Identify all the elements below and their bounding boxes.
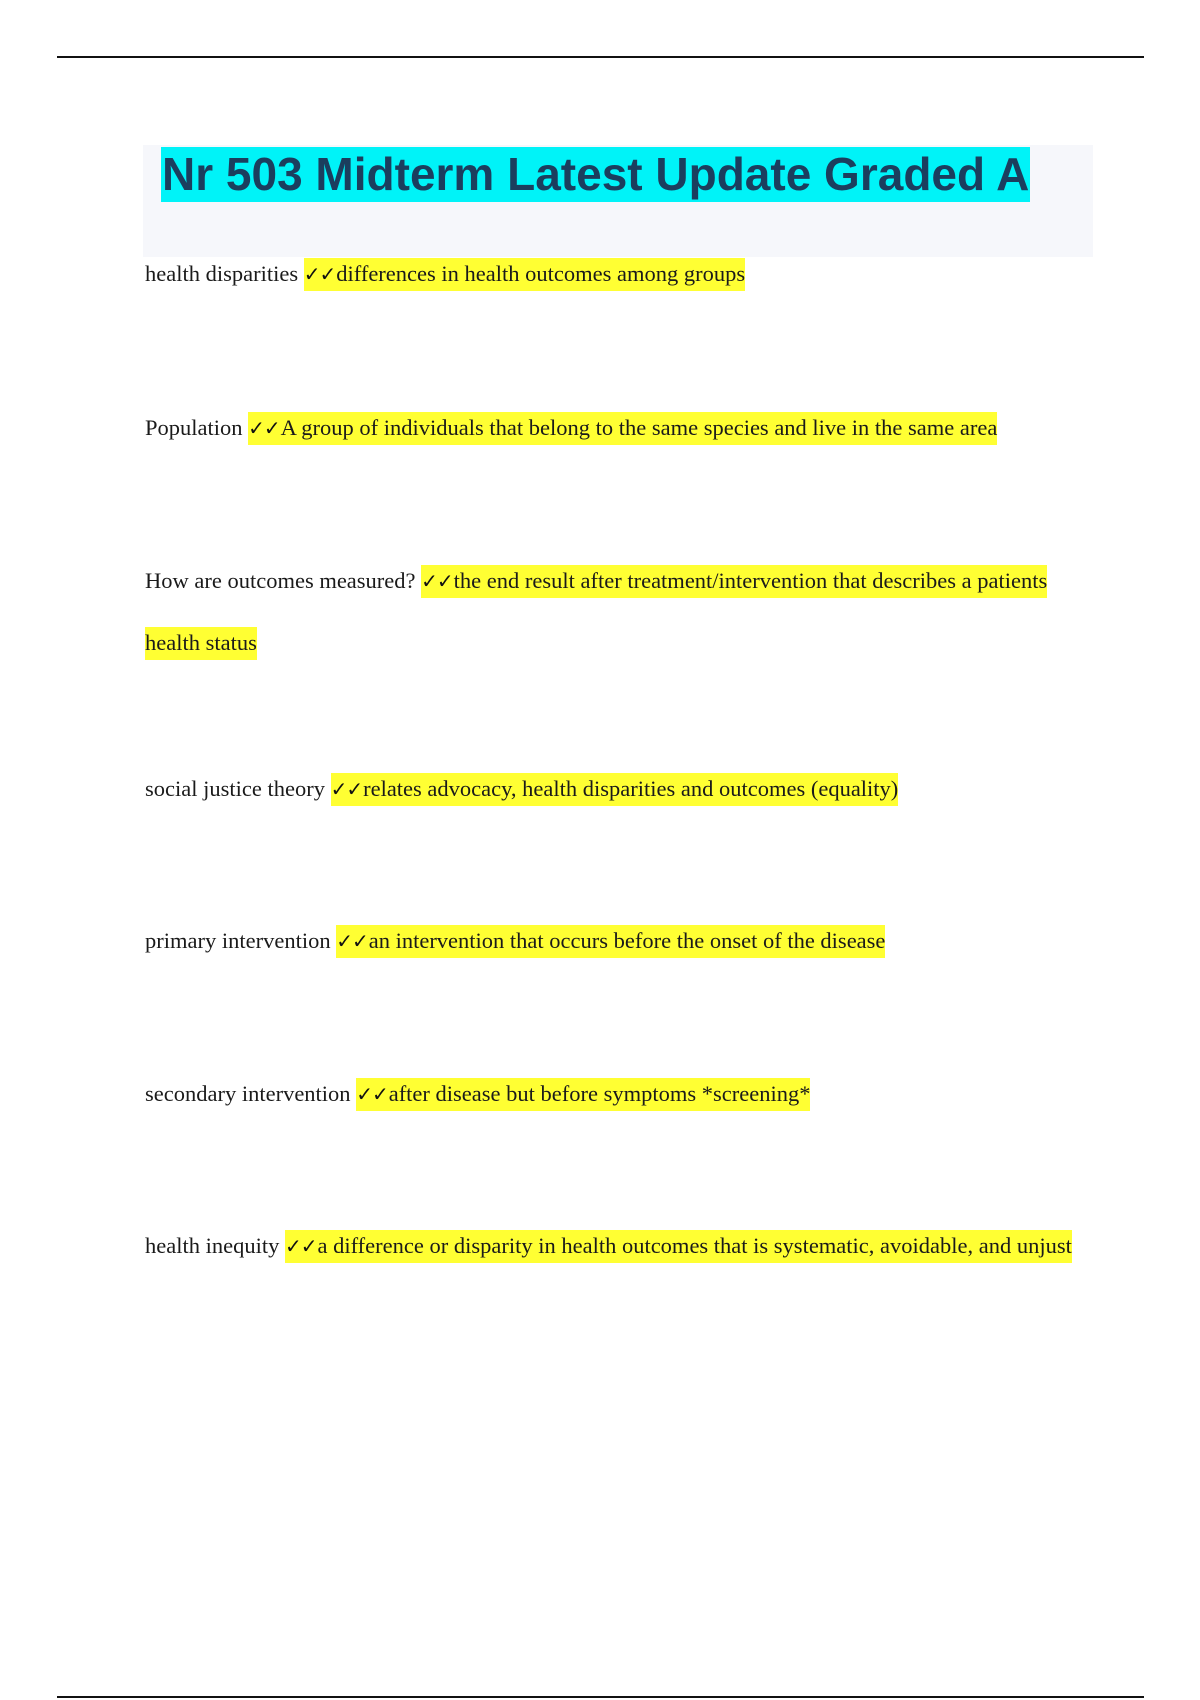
- flashcard-entry: [145, 397, 1090, 459]
- double-check-icon: ✓✓: [356, 1082, 388, 1106]
- entry-definition: A group of individuals that belong to the same species and live in the same area: [280, 415, 998, 440]
- flashcard-entry: [145, 758, 1090, 820]
- double-check-icon: ✓✓: [284, 1234, 317, 1258]
- entry-term: How are outcomes measured?: [145, 568, 416, 593]
- entry-definition: the end result after treatment/intervention that describes a patients health status: [145, 568, 1048, 655]
- entry-answer-highlight: [285, 1230, 1072, 1263]
- entry-term: Population: [145, 415, 243, 440]
- entry-definition: relates advocacy, health disparities and outcomes (equality): [363, 776, 899, 801]
- flashcard-entry: [145, 910, 1090, 972]
- double-check-icon: ✓✓: [303, 262, 336, 286]
- entry-answer-highlight: [331, 773, 899, 806]
- entry-term: primary intervention: [145, 928, 331, 953]
- entry-answer-highlight: [304, 258, 745, 291]
- entry-answer-highlight: [248, 412, 997, 445]
- flashcard-entry: [145, 1215, 1090, 1277]
- flashcard-entry: [145, 550, 1090, 673]
- double-check-icon: ✓✓: [421, 569, 453, 593]
- flashcard-entry: [145, 1063, 1090, 1125]
- entry-answer-highlight: [356, 1078, 810, 1111]
- header-rule: [57, 56, 1144, 58]
- flashcard-entry: [145, 243, 1090, 305]
- page-title: Nr 503 Midterm Latest Update Graded A: [162, 148, 1030, 200]
- footer-rule: [57, 1696, 1144, 1698]
- entry-term: secondary intervention: [145, 1081, 351, 1106]
- entry-answer-highlight: [336, 925, 885, 958]
- entry-term: health inequity: [145, 1233, 280, 1258]
- entry-definition: a difference or disparity in health outcomes that is systematic, avoidable, and unjust: [317, 1233, 1072, 1258]
- entry-definition: an intervention that occurs before the onset of the disease: [368, 928, 886, 953]
- double-check-icon: ✓✓: [330, 777, 363, 801]
- entry-term: social justice theory: [145, 776, 325, 801]
- double-check-icon: ✓✓: [336, 929, 368, 953]
- double-check-icon: ✓✓: [248, 416, 280, 440]
- entry-term: health disparities: [145, 261, 299, 286]
- entry-definition: after disease but before symptoms *screening*: [388, 1081, 811, 1106]
- entry-definition: differences in health outcomes among groups: [336, 261, 746, 286]
